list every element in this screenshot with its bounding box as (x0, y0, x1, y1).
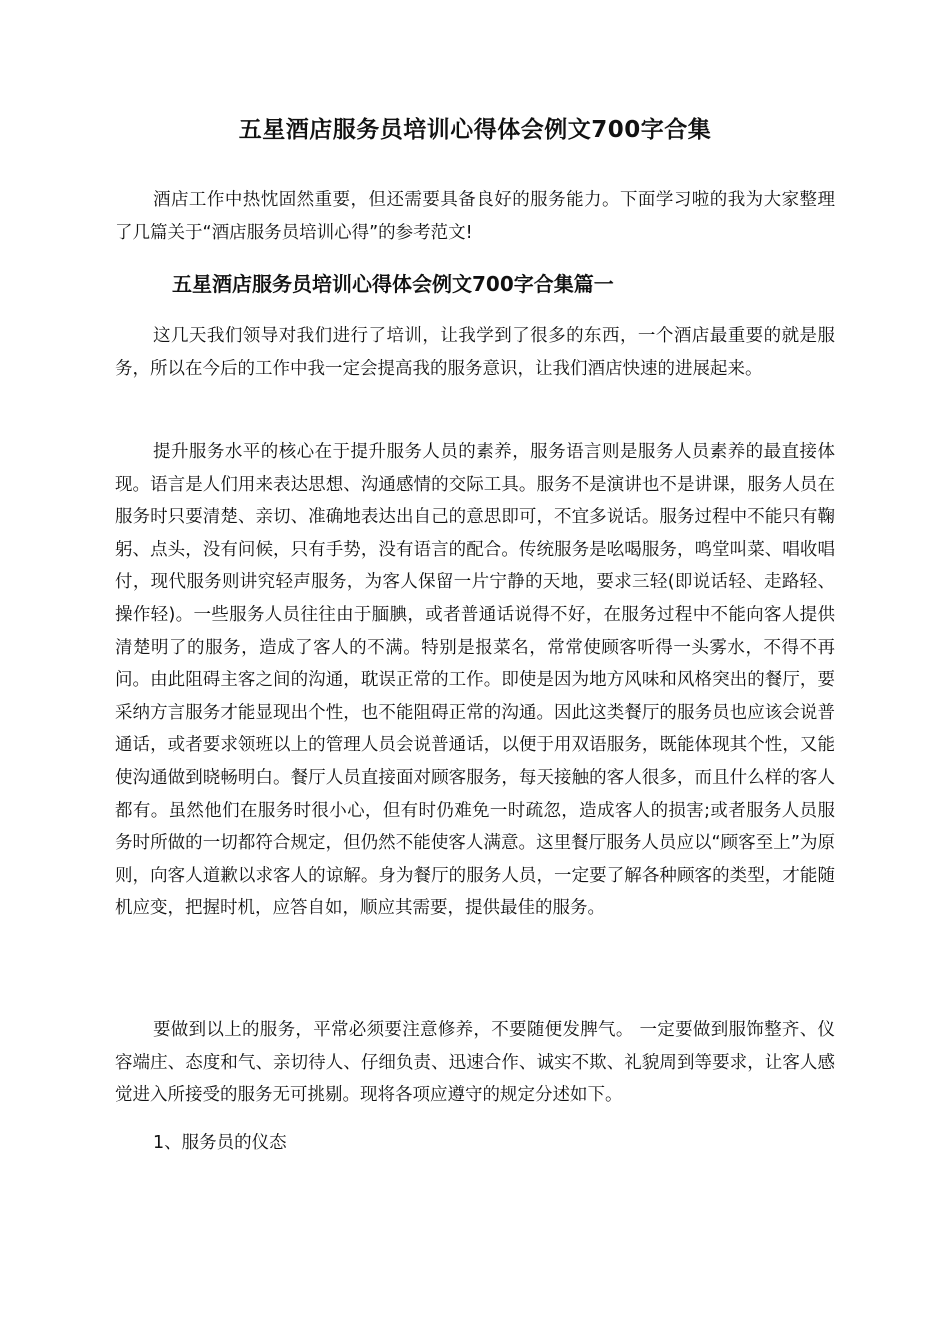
body-paragraph-2: 提升服务水平的核心在于提升服务人员的素养，服务语言则是服务人员素养的最直接体现。语言是人们用来表达思想、沟通感情的交际工具。服务不是演讲也不是讲课，服务人员在服务时只要清楚、亲切、准确地表达出自己的意思即可，不宜多说话。服务过程中不能只有鞠躬、点头，没有问候，只有手势，没有语言的配合。传统服务是吆喝服务，鸣堂叫菜、唱收唱付，现代服务则讲究轻声服务，为客人保留一片宁静的天地，要求三轻(即说话轻、走路轻、操作轻)。一些服务人员往往由于腼腆，或者普通话说得不好，在服务过程中不能向客人提供清楚明了的服务，造成了客人的不满。特别是报菜名，常常使顾客听得一头雾水，不得不再问。由此阻碍主客之间的沟通，耽误正常的工作。即使是因为地方风味和风格突出的餐厅，要采纳方言服务才能显现出个性，也不能阻碍正常的沟通。因此这类餐厅的服务员也应该会说普通话，或者要求领班以上的管理人员会说普通话，以便于用双语服务，既能体现其个性，又能使沟通做到晓畅明白。餐厅人员直接面对顾客服务，每天接触的客人很多，而且什么样的客人都有。虽然他们在服务时很小心，但有时仍难免一时疏忽，造成客人的损害;或者服务人员服务时所做的一切都符合规定，但仍然不能使客人满意。这里餐厅服务人员应以“顾客至上”为原则，向客人道歉以求客人的谅解。身为餐厅的服务人员，一定要了解各种顾客的类型，才能随机应变，把握时机，应答自如，顺应其需要，提供最佳的服务。 (115, 442, 835, 919)
section-heading: 五星酒店服务员培训心得体会例文700字合集篇一 (172, 272, 614, 296)
list-item-heading: 1、服务员的仪态 (153, 1133, 287, 1153)
body-paragraph-3: 要做到以上的服务，平常必须要注意修养，不要随便发脾气。 一定要做到服饰整齐、仪容端庄、态度和气、亲切待人、仔细负责、迅速合作、诚实不欺、礼貌周到等要求，让客人感觉进入所接受的服务无可挑剔。现将各项应遵守的规定分述如下。 (115, 1020, 835, 1106)
body-paragraph-1: 这几天我们领导对我们进行了培训，让我学到了很多的东西，一个酒店最重要的就是服务，所以在今后的工作中我一定会提高我的服务意识，让我们酒店快速的进展起来。 (115, 326, 835, 379)
intro-paragraph: 酒店工作中热忱固然重要，但还需要具备良好的服务能力。下面学习啦的我为大家整理了几篇关于“酒店服务员培训心得”的参考范文! (115, 190, 835, 243)
document-title: 五星酒店服务员培训心得体会例文700字合集 (238, 117, 712, 143)
